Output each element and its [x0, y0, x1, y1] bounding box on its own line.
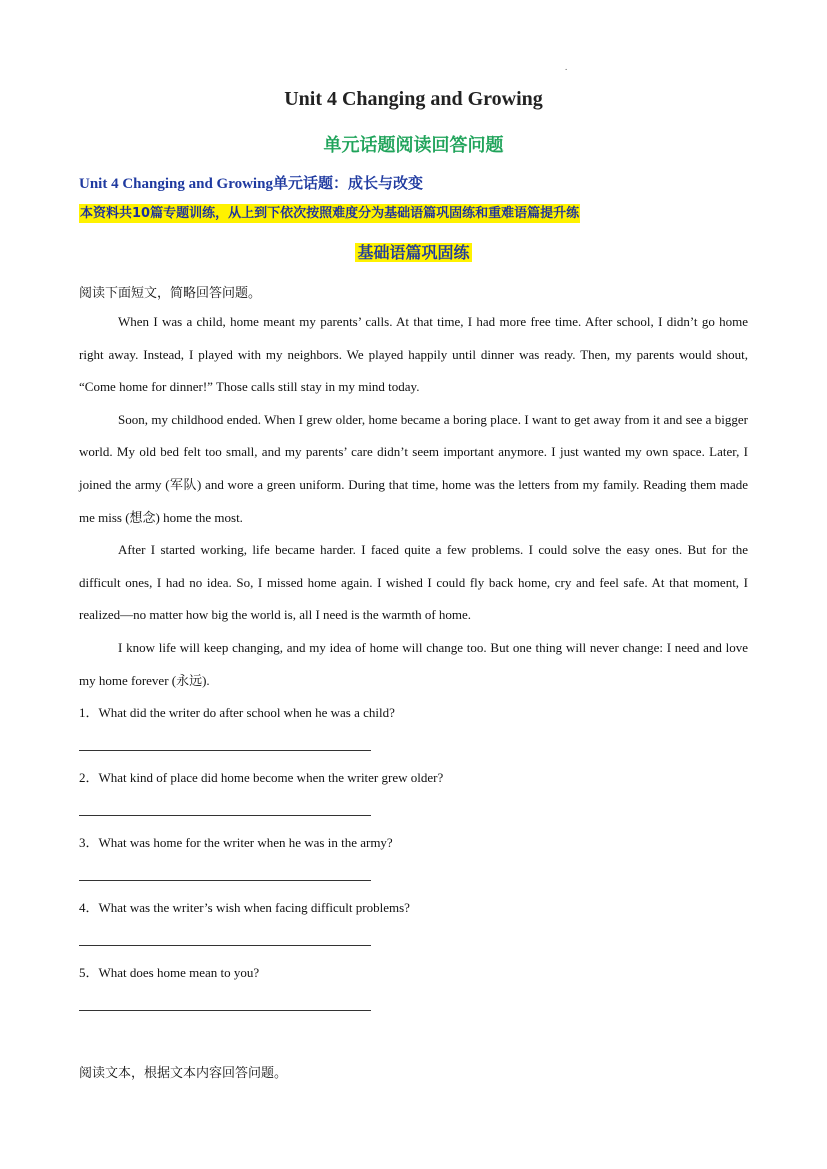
answer-line[interactable] [79, 1010, 371, 1011]
question-item [79, 960, 748, 1025]
section-heading-label: 基础语篇巩固练 [357, 243, 470, 262]
unit-topic-cn: 单元话题：成长与改变 [272, 174, 423, 192]
unit-topic-en: Unit 4 Changing and Growing [79, 176, 273, 192]
reading-passage [79, 306, 748, 697]
passage-paragraph: After I started working, life became harder. I faced quite a few problems. I could solve the easy ones. But for the difficult ones, I had no idea. So, I missed home again. I wished I could fly back home, cry and feel safe. At that moment, I realized—no matter how big the world is, all I need is the warmth of home. [79, 542, 748, 623]
page-title: Unit 4 Changing and Growing [284, 88, 543, 110]
section-heading [0, 241, 827, 264]
question-text: 2．What kind of place did home become when the writer grew older? [79, 770, 444, 785]
passage-paragraph: Soon, my childhood ended. When I grew older, home became a boring place. I want to get away from it and see a bigger world. My old bed felt too small, and my parents’ care didn’t seem important anymore. I just wanted my own space. Later, I joined the army (军队) and wore a green uniform. During that time, home was the letters from my family. Reading them made me miss (想念) home the most. [79, 411, 748, 525]
page-subtitle: 单元话题阅读回答问题 [323, 135, 504, 156]
highlight-notice: 本资料共10篇专题训练，从上到下依次按照难度分为基础语篇巩固练和重难语篇提升练 [80, 206, 580, 221]
question-item [79, 765, 748, 830]
passage-paragraph: I know life will keep changing, and my idea of home will change too. But one thing will never change: I need and love my home forever (永远). [79, 639, 748, 688]
question-item [79, 700, 748, 765]
question-item [79, 830, 748, 895]
reading-instruction: 阅读下面短文，简略回答问题。 [79, 286, 262, 301]
passage-paragraph: When I was a child, home meant my parents’ calls. At that time, I had more free time. After school, I didn’t go home right away. Instead, I played with my neighbors. We played happily until dinner was ready. Then, my parents would shout, “Come home for dinner!” Those calls still stay in my mind today. [79, 314, 748, 395]
question-list [79, 700, 748, 1025]
answer-line[interactable] [79, 880, 371, 881]
answer-line[interactable] [79, 750, 371, 751]
question-text: 5．What does home mean to you? [79, 965, 260, 980]
reading-instruction-2: 阅读文本，根据文本内容回答问题。 [79, 1066, 288, 1081]
question-text: 3．What was home for the writer when he was in the army? [79, 835, 393, 850]
answer-line[interactable] [79, 945, 371, 946]
header-mark: . [565, 62, 568, 72]
question-text: 4．What was the writer’s wish when facing difficult problems? [79, 900, 410, 915]
answer-line[interactable] [79, 815, 371, 816]
question-item [79, 895, 748, 960]
unit-topic [79, 172, 423, 193]
question-text: 1．What did the writer do after school when he was a child? [79, 705, 395, 720]
